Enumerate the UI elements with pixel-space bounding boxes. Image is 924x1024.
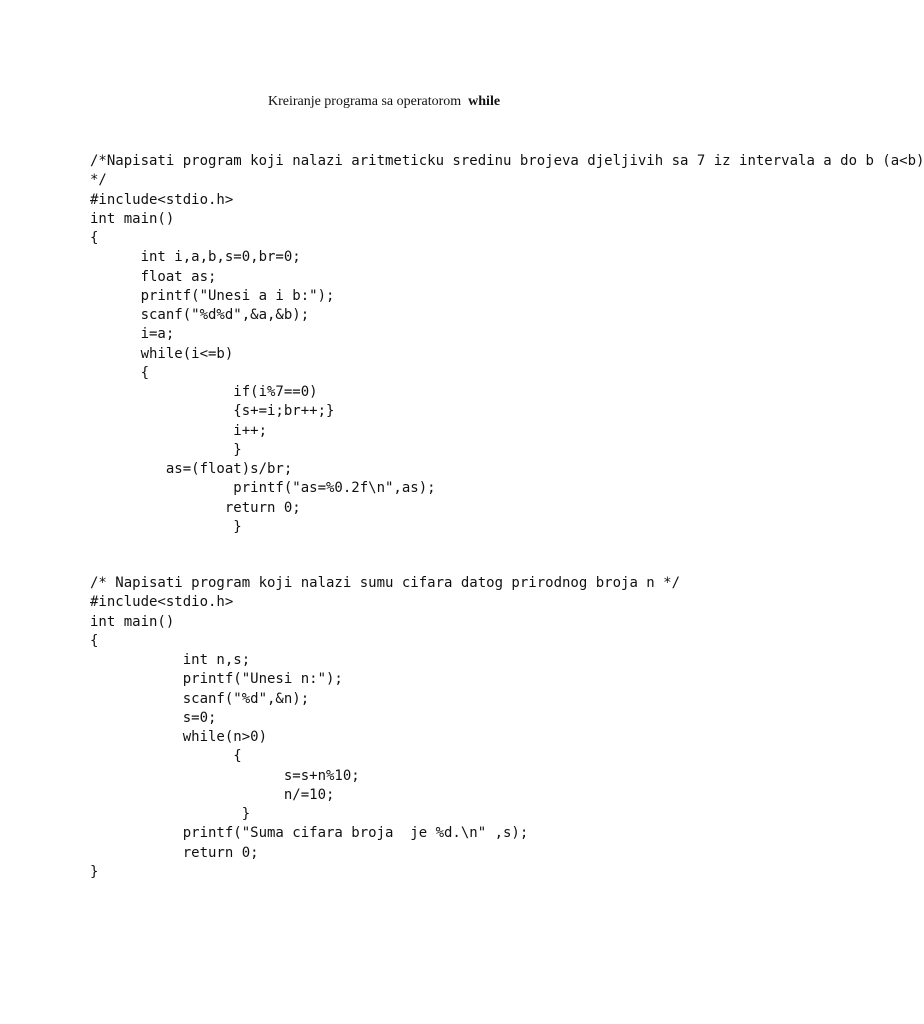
code-line: s=0; [90,709,217,726]
code-line: */ [90,172,107,189]
code-line: i++; [90,422,268,439]
code-line: scanf("%d%d",&a,&b); [90,307,310,323]
code-line: as=(float)s/br; [90,461,293,477]
code-block-arithmetic-mean [90,152,924,537]
code-line: } [90,441,242,458]
code-line: i=a; [90,326,175,343]
code-line: {s+=i;br++;} [90,403,335,420]
document-title [0,92,768,111]
code-line: } [90,518,242,535]
code-line: { [90,230,99,246]
code-line: } [90,806,251,822]
title-keyword: while [468,94,501,109]
code-line: float as; [90,268,217,285]
title-text: Kreiranje programa sa operatorom [267,94,469,109]
code-line: printf("as=%0.2f\n",as); [90,480,436,497]
code-line: int main() [90,210,175,227]
code-line: scanf("%d",&n); [90,690,310,707]
code-line: printf("Suma cifara broja je %d.\n" ,s); [90,825,529,842]
code-line: return 0; [90,844,259,861]
code-line: if(i%7==0) [90,384,318,400]
code-line: { [90,632,99,649]
code-line: { [90,364,150,381]
code-line: printf("Unesi n:"); [90,671,343,688]
code-line: return 0; [90,499,301,516]
code-line: n/=10; [90,786,335,803]
code-line: while(n>0) [90,729,268,745]
code-line: printf("Unesi a i b:"); [90,287,335,304]
code-line: int main() [90,613,175,630]
code-line: #include<stdio.h> [90,191,234,208]
code-line: int n,s; [90,652,251,668]
code-line: while(i<=b) [90,345,234,362]
code-line: #include<stdio.h> [90,594,234,611]
code-line: s=s+n%10; [90,767,360,784]
code-line: } [90,863,99,880]
code-line: { [90,748,242,765]
code-line: int i,a,b,s=0,br=0; [90,249,301,266]
code-line: /*Napisati program koji nalazi aritmeticku sredinu brojeva djeljivih sa 7 iz intervala a do b (a<b) [90,153,924,169]
code-block-digit-sum [90,574,680,882]
code-line: /* Napisati program koji nalazi sumu cifara datog prirodnog broja n */ [90,575,681,591]
